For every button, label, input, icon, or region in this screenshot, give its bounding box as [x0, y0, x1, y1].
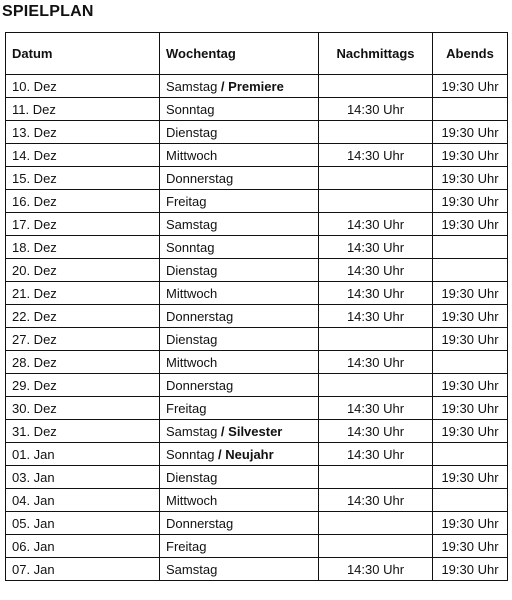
- evening-time-cell: 19:30 Uhr: [433, 190, 508, 213]
- evening-time-cell: 19:30 Uhr: [433, 121, 508, 144]
- table-row: [6, 75, 508, 98]
- date-cell: 05. Jan: [6, 512, 160, 535]
- date-cell: 20. Dez: [6, 259, 160, 282]
- weekday-cell: [160, 236, 319, 259]
- date-cell: 17. Dez: [6, 213, 160, 236]
- date-cell: 04. Jan: [6, 489, 160, 512]
- evening-time-cell: 19:30 Uhr: [433, 167, 508, 190]
- column-header-evening: Abends: [433, 33, 508, 75]
- weekday-cell: [160, 558, 319, 581]
- evening-time-cell: 19:30 Uhr: [433, 558, 508, 581]
- weekday-cell: [160, 121, 319, 144]
- date-cell: 22. Dez: [6, 305, 160, 328]
- table-row: [6, 167, 508, 190]
- table-row: [6, 512, 508, 535]
- weekday-cell: [160, 443, 319, 466]
- afternoon-time-cell: 14:30 Uhr: [319, 420, 433, 443]
- event-separator: /: [217, 78, 229, 94]
- afternoon-time-cell: [319, 374, 433, 397]
- page-title: SPIELPLAN: [2, 3, 94, 20]
- weekday-cell: [160, 213, 319, 236]
- weekday-label: Mittwoch: [166, 354, 218, 370]
- evening-time-cell: 19:30 Uhr: [433, 420, 508, 443]
- date-cell: 01. Jan: [6, 443, 160, 466]
- afternoon-time-cell: [319, 328, 433, 351]
- weekday-cell: [160, 305, 319, 328]
- afternoon-time-cell: [319, 75, 433, 98]
- evening-time-cell: [433, 443, 508, 466]
- weekday-label: Sonntag: [166, 239, 215, 255]
- afternoon-time-cell: [319, 190, 433, 213]
- weekday-cell: [160, 489, 319, 512]
- evening-time-cell: 19:30 Uhr: [433, 144, 508, 167]
- evening-time-cell: 19:30 Uhr: [433, 305, 508, 328]
- afternoon-time-cell: 14:30 Uhr: [319, 558, 433, 581]
- date-cell: 13. Dez: [6, 121, 160, 144]
- weekday-label: Mittwoch: [166, 147, 218, 163]
- afternoon-time-cell: [319, 512, 433, 535]
- evening-time-cell: 19:30 Uhr: [433, 374, 508, 397]
- evening-time-cell: [433, 98, 508, 121]
- table-row: [6, 282, 508, 305]
- afternoon-time-cell: 14:30 Uhr: [319, 489, 433, 512]
- evening-time-cell: [433, 489, 508, 512]
- date-cell: 18. Dez: [6, 236, 160, 259]
- afternoon-time-cell: 14:30 Uhr: [319, 236, 433, 259]
- evening-time-cell: 19:30 Uhr: [433, 397, 508, 420]
- weekday-label: Sonntag: [166, 446, 215, 462]
- date-cell: 11. Dez: [6, 98, 160, 121]
- evening-time-cell: 19:30 Uhr: [433, 535, 508, 558]
- weekday-label: Dienstag: [166, 469, 218, 485]
- date-cell: 07. Jan: [6, 558, 160, 581]
- schedule-body: [6, 75, 508, 581]
- evening-time-cell: [433, 236, 508, 259]
- table-row: [6, 236, 508, 259]
- weekday-cell: [160, 167, 319, 190]
- event-label: Silvester: [228, 423, 283, 439]
- weekday-cell: [160, 512, 319, 535]
- afternoon-time-cell: 14:30 Uhr: [319, 351, 433, 374]
- table-row: [6, 351, 508, 374]
- weekday-cell: [160, 98, 319, 121]
- date-cell: 06. Jan: [6, 535, 160, 558]
- afternoon-time-cell: 14:30 Uhr: [319, 213, 433, 236]
- weekday-label: Freitag: [166, 538, 207, 554]
- date-cell: 27. Dez: [6, 328, 160, 351]
- afternoon-time-cell: 14:30 Uhr: [319, 305, 433, 328]
- schedule-table: [5, 32, 508, 581]
- weekday-label: Donnerstag: [166, 377, 234, 393]
- evening-time-cell: 19:30 Uhr: [433, 328, 508, 351]
- afternoon-time-cell: 14:30 Uhr: [319, 443, 433, 466]
- weekday-label: Sonntag: [166, 101, 215, 117]
- weekday-label: Donnerstag: [166, 515, 234, 531]
- weekday-cell: [160, 420, 319, 443]
- weekday-cell: [160, 374, 319, 397]
- weekday-label: Mittwoch: [166, 285, 218, 301]
- evening-time-cell: 19:30 Uhr: [433, 213, 508, 236]
- evening-time-cell: 19:30 Uhr: [433, 512, 508, 535]
- weekday-label: Samstag: [166, 561, 218, 577]
- afternoon-time-cell: 14:30 Uhr: [319, 397, 433, 420]
- afternoon-time-cell: 14:30 Uhr: [319, 259, 433, 282]
- column-header-date: Datum: [6, 33, 160, 75]
- weekday-label: Mittwoch: [166, 492, 218, 508]
- afternoon-time-cell: [319, 535, 433, 558]
- table-row: [6, 305, 508, 328]
- evening-time-cell: 19:30 Uhr: [433, 466, 508, 489]
- weekday-cell: [160, 328, 319, 351]
- date-cell: 28. Dez: [6, 351, 160, 374]
- event-separator: /: [214, 446, 226, 462]
- event-separator: /: [217, 423, 229, 439]
- weekday-label: Freitag: [166, 193, 207, 209]
- weekday-cell: [160, 535, 319, 558]
- event-label: Neujahr: [225, 446, 274, 462]
- table-row: [6, 374, 508, 397]
- date-cell: 30. Dez: [6, 397, 160, 420]
- weekday-label: Samstag: [166, 78, 218, 94]
- evening-time-cell: [433, 259, 508, 282]
- weekday-cell: [160, 282, 319, 305]
- table-row: [6, 420, 508, 443]
- weekday-cell: [160, 397, 319, 420]
- event-label: Premiere: [228, 78, 284, 94]
- weekday-label: Dienstag: [166, 262, 218, 278]
- evening-time-cell: 19:30 Uhr: [433, 75, 508, 98]
- column-header-weekday: Wochentag: [160, 33, 319, 75]
- weekday-cell: [160, 351, 319, 374]
- date-cell: 03. Jan: [6, 466, 160, 489]
- afternoon-time-cell: [319, 167, 433, 190]
- afternoon-time-cell: [319, 466, 433, 489]
- table-row: [6, 213, 508, 236]
- date-cell: 10. Dez: [6, 75, 160, 98]
- table-row: [6, 98, 508, 121]
- weekday-cell: [160, 144, 319, 167]
- weekday-label: Donnerstag: [166, 308, 234, 324]
- table-row: [6, 328, 508, 351]
- table-row: [6, 190, 508, 213]
- table-row: [6, 259, 508, 282]
- table-row: [6, 489, 508, 512]
- weekday-cell: [160, 190, 319, 213]
- weekday-cell: [160, 75, 319, 98]
- table-row: [6, 144, 508, 167]
- weekday-cell: [160, 466, 319, 489]
- afternoon-time-cell: 14:30 Uhr: [319, 144, 433, 167]
- date-cell: 29. Dez: [6, 374, 160, 397]
- afternoon-time-cell: 14:30 Uhr: [319, 98, 433, 121]
- weekday-label: Donnerstag: [166, 170, 234, 186]
- table-header-row: [6, 33, 508, 75]
- table-row: [6, 397, 508, 420]
- table-row: [6, 121, 508, 144]
- table-row: [6, 535, 508, 558]
- evening-time-cell: 19:30 Uhr: [433, 282, 508, 305]
- weekday-cell: [160, 259, 319, 282]
- weekday-label: Dienstag: [166, 124, 218, 140]
- weekday-label: Samstag: [166, 423, 218, 439]
- afternoon-time-cell: 14:30 Uhr: [319, 282, 433, 305]
- date-cell: 16. Dez: [6, 190, 160, 213]
- date-cell: 14. Dez: [6, 144, 160, 167]
- table-row: [6, 558, 508, 581]
- date-cell: 15. Dez: [6, 167, 160, 190]
- date-cell: 31. Dez: [6, 420, 160, 443]
- column-header-afternoon: Nachmittags: [319, 33, 433, 75]
- evening-time-cell: [433, 351, 508, 374]
- weekday-label: Freitag: [166, 400, 207, 416]
- weekday-label: Dienstag: [166, 331, 218, 347]
- afternoon-time-cell: [319, 121, 433, 144]
- table-row: [6, 466, 508, 489]
- weekday-label: Samstag: [166, 216, 218, 232]
- table-row: [6, 443, 508, 466]
- date-cell: 21. Dez: [6, 282, 160, 305]
